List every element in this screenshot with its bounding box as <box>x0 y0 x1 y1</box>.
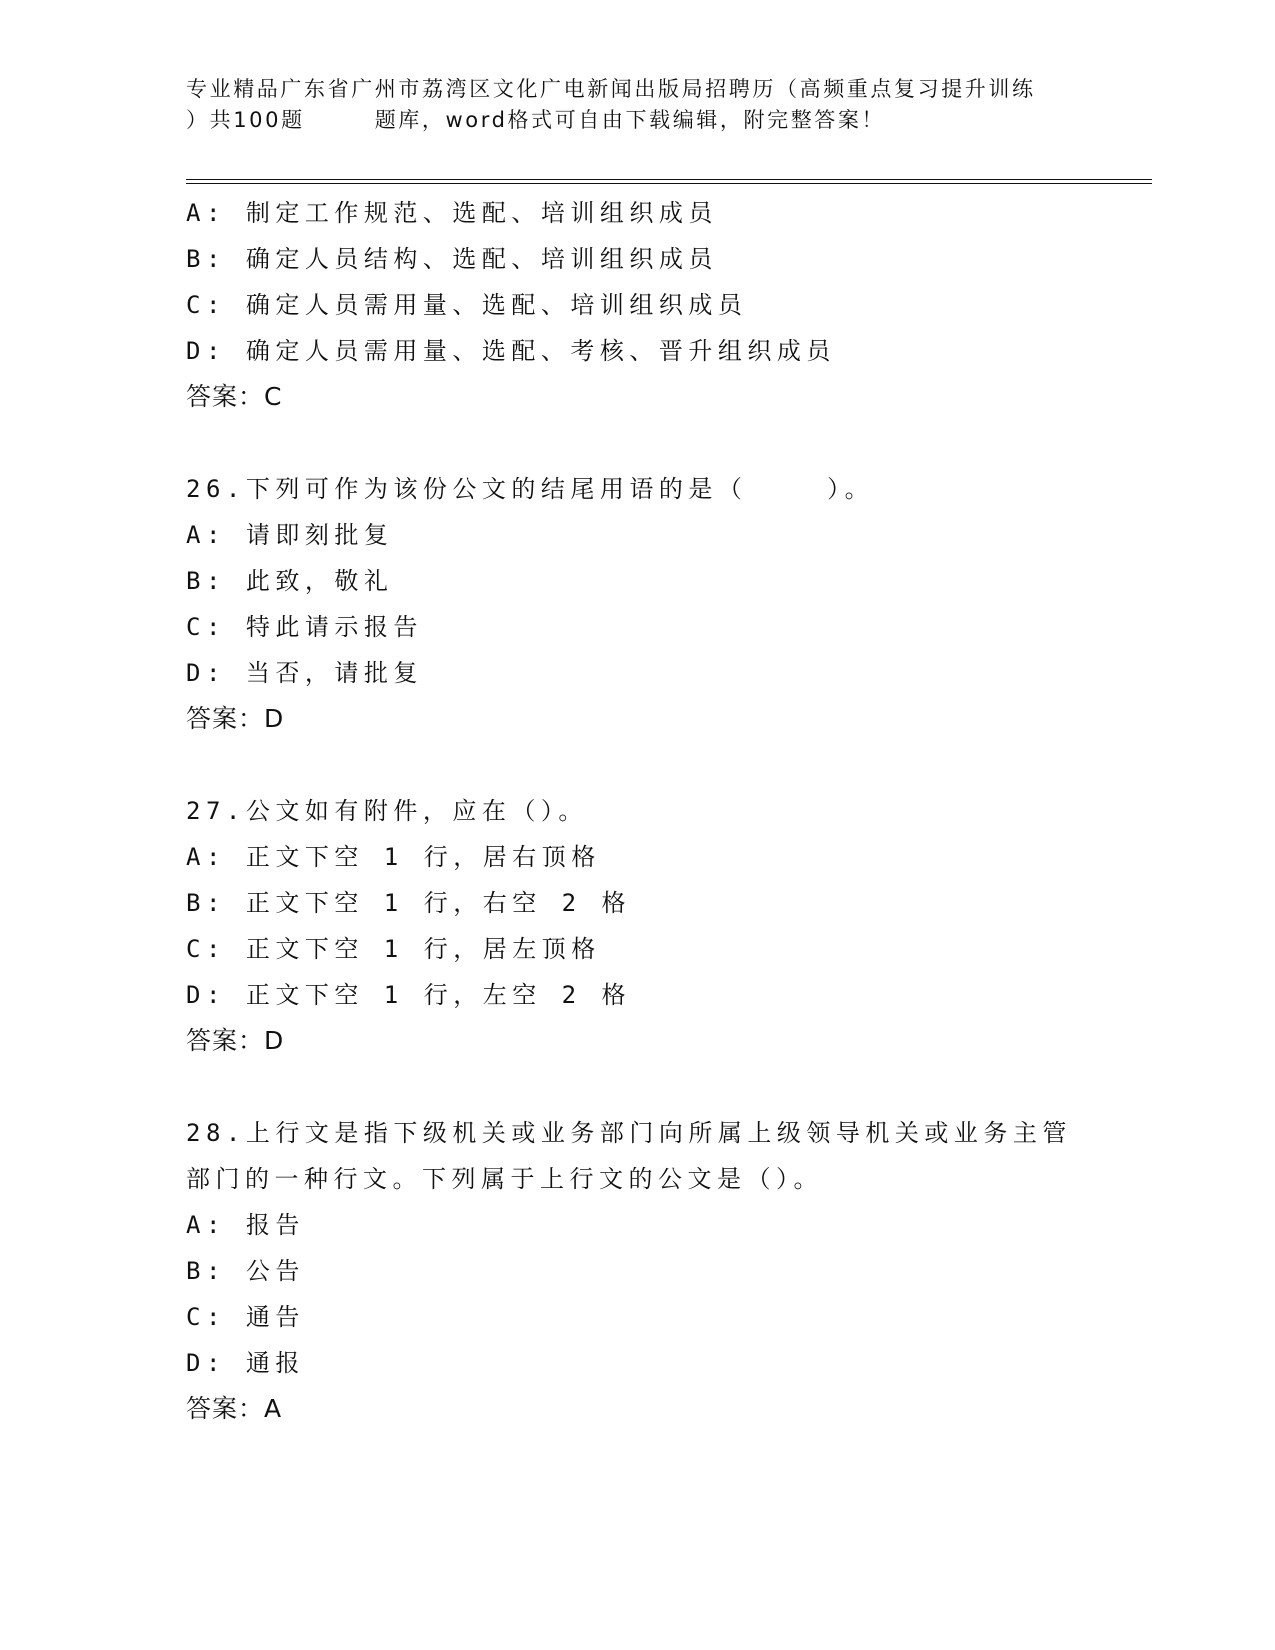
question-28 <box>186 1110 1086 1432</box>
answer-label: 答案：C <box>186 382 283 411</box>
option-b: B: 公告 <box>186 1257 305 1285</box>
question-27 <box>186 788 1086 1064</box>
prev-question-block <box>186 190 1086 420</box>
option-a: A: 请即刻批复 <box>186 521 394 549</box>
option-c: C: 确定人员需用量、选配、培训组织成员 <box>186 291 748 319</box>
option-d: D: 正文下空 1 行，左空 2 格 <box>186 981 632 1009</box>
header-divider-top <box>186 179 1152 180</box>
answer-label: 答案：D <box>186 704 285 733</box>
question-list <box>186 190 1086 1432</box>
option-a: A: 正文下空 1 行，居右顶格 <box>186 843 601 871</box>
header-title-tail: 题库，word格式可自由下载编辑，附完整答案！ <box>374 108 886 132</box>
option-b: B: 确定人员结构、选配、培训组织成员 <box>186 245 718 273</box>
question-text: 27.公文如有附件，应在（）。 <box>186 797 588 825</box>
option-a: A: 制定工作规范、选配、培训组织成员 <box>186 199 718 227</box>
option-d: D: 通报 <box>186 1349 305 1377</box>
option-c: C: 通告 <box>186 1303 305 1331</box>
header-title-line-1: 专业精品广东省广州市荔湾区文化广电新闻出版局招聘历（高频重点复习提升训练 <box>186 77 1036 101</box>
header-divider-bottom <box>186 183 1152 184</box>
answer-label: 答案：A <box>186 1394 283 1423</box>
document-header <box>186 74 1086 136</box>
option-c: C: 正文下空 1 行，居左顶格 <box>186 935 601 963</box>
question-26 <box>186 466 1086 742</box>
option-b: B: 此致，敬礼 <box>186 567 394 595</box>
option-b: B: 正文下空 1 行，右空 2 格 <box>186 889 632 917</box>
option-a: A: 报告 <box>186 1211 305 1239</box>
option-d: D: 确定人员需用量、选配、考核、晋升组织成员 <box>186 337 836 365</box>
header-title-line-2 <box>186 105 1086 136</box>
answer-label: 答案：D <box>186 1026 285 1055</box>
header-title-count: ）共100题 <box>186 108 305 132</box>
question-text: 26.下列可作为该份公文的结尾用语的是（ ）。 <box>186 475 875 503</box>
option-c: C: 特此请示报告 <box>186 613 423 641</box>
question-text: 28.上行文是指下级机关或业务部门向所属上级领导机关或业务主管部门的一种行文。下列属于上行文的公文是（）。 <box>186 1119 1072 1193</box>
option-d: D: 当否，请批复 <box>186 659 423 687</box>
